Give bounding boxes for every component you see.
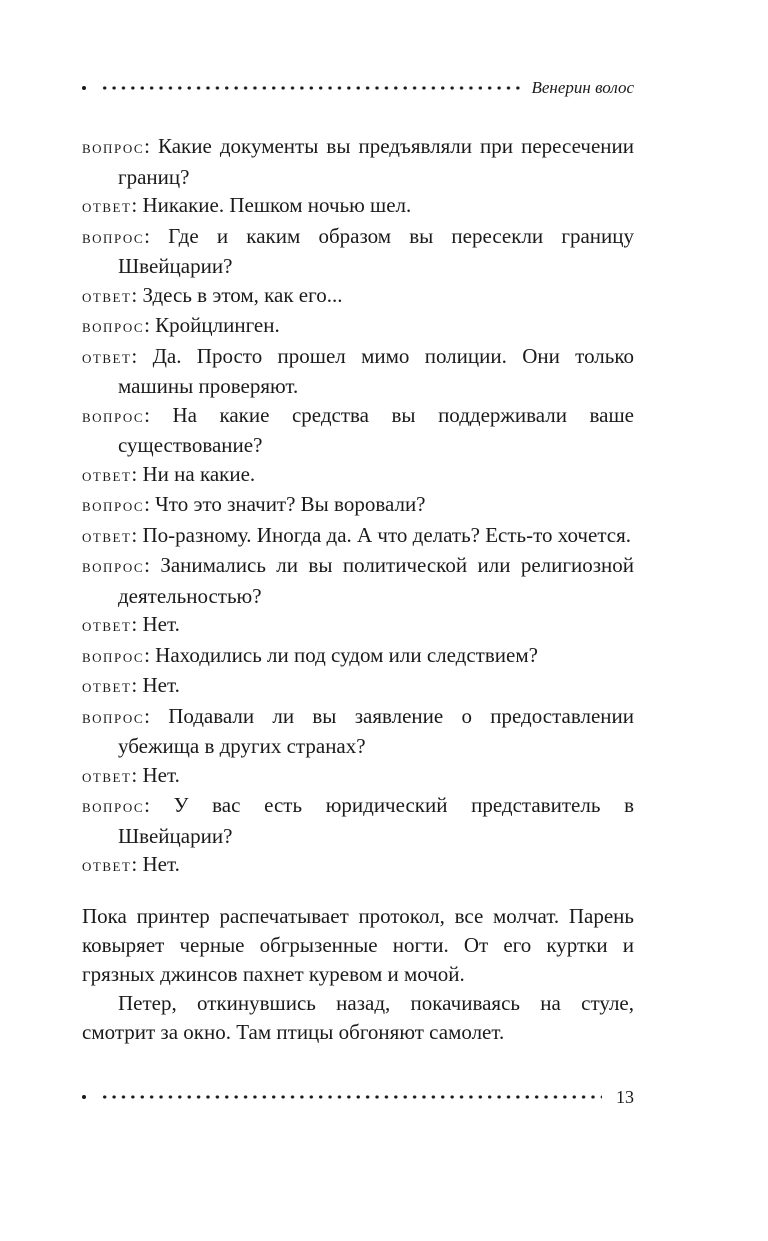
qa-line: вопрос: Подавали ли вы заявление о предоставлении убежища в других странах? [82, 703, 634, 758]
page-number: 13 [616, 1086, 634, 1107]
paragraph: Петер, откинувшись назад, покачиваясь на стуле, смотрит за окно. Там птицы обгоняют самолет. [82, 991, 634, 1044]
speaker-label: ответ [82, 525, 132, 547]
qa-line: вопрос: Что это значит? Вы воровали? [82, 492, 426, 516]
qa-text: По-разному. Иногда да. А что делать? Есть-то хочется. [142, 522, 631, 547]
qa-text: Ни на какие. [142, 461, 256, 486]
qa-line: вопрос: Где и каким образом вы пересекли границу Швейцарии? [82, 223, 635, 278]
speaker-label: вопрос [82, 706, 145, 728]
qa-text: Занимались ли вы политической или религиозной деятельностью? [118, 553, 634, 608]
qa-line: вопрос: Находились ли под судом или следствием? [82, 642, 538, 667]
speaker-label: вопрос [82, 405, 145, 427]
qa-text: Нет. [142, 673, 180, 697]
page-footer [82, 1084, 634, 1110]
speaker-label: ответ [82, 615, 132, 636]
qa-line: ответ: Никакие. Пешком ночью шел. [82, 193, 412, 217]
qa-text: На какие средства вы поддерживали ваше существование? [118, 402, 634, 457]
qa-text: Никакие. Пешком ночью шел. [142, 193, 412, 217]
running-head [82, 76, 634, 100]
qa-line: ответ: Да. Просто прошел мимо полиции. Они только машины проверяют. [82, 343, 634, 398]
speaker-label: ответ [82, 676, 132, 697]
book-page [82, 0, 634, 1241]
dotted-leader [100, 1095, 602, 1099]
qa-text: Где и каким образом вы пересекли границу Швейцарии? [118, 223, 635, 278]
running-title: Венерин волос [531, 78, 634, 97]
qa-text: У вас есть юридический представитель в Швейцарии? [118, 793, 634, 848]
qa-line: ответ: Нет. [82, 612, 180, 636]
qa-line: вопрос: На какие средства вы поддерживали ваше существование? [82, 402, 634, 457]
dotted-leader [100, 86, 524, 90]
qa-text: Находились ли под судом или следствием? [155, 642, 538, 667]
qa-text: Да. Просто прошел мимо полиции. Они только машины проверяют. [118, 343, 634, 398]
qa-line: вопрос: Кройцлинген. [82, 313, 280, 337]
speaker-label: ответ [82, 196, 132, 217]
narrative-text [82, 902, 634, 1047]
qa-text: Кройцлинген. [155, 313, 280, 337]
qa-line: вопрос: Занимались ли вы политической или религиозной деятельностью? [82, 553, 634, 608]
speaker-label: вопрос [82, 226, 145, 248]
qa-text: Подавали ли вы заявление о предоставлении убежища в других странах? [118, 703, 634, 758]
speaker-label: ответ [82, 285, 132, 307]
qa-line: ответ: Нет. [82, 852, 180, 876]
paragraph: Пока принтер распечатывает протокол, все молчат. Парень ковыряет черные обгрызенные ногти. От его куртки и грязных джинсов пахнет куревом и мочой. [82, 904, 634, 986]
interview-transcript [82, 132, 634, 881]
qa-line: вопрос: Какие документы вы предъявляли при пересечении границ? [82, 134, 634, 189]
speaker-label: вопрос [82, 645, 145, 667]
speaker-label: вопрос [82, 796, 145, 817]
qa-line: ответ: Нет. [82, 673, 180, 697]
speaker-label: вопрос [82, 316, 145, 337]
qa-text: Нет. [142, 762, 180, 787]
qa-text: Нет. [142, 612, 180, 636]
speaker-label: вопрос [82, 137, 145, 158]
qa-line: ответ: По-разному. Иногда да. А что делать? Есть-то хочется. [82, 522, 631, 547]
speaker-label: ответ [82, 464, 132, 486]
leader-dot [82, 86, 86, 90]
speaker-label: ответ [82, 765, 132, 787]
qa-text: Нет. [142, 852, 180, 876]
speaker-label: ответ [82, 346, 132, 368]
qa-text: Какие документы вы предъявляли при пересечении границ? [118, 134, 634, 189]
leader-dot [82, 1095, 86, 1099]
qa-text: Здесь в этом, как его... [142, 282, 343, 307]
qa-line: ответ: Нет. [82, 762, 180, 787]
qa-line: вопрос: У вас есть юридический представитель в Швейцарии? [82, 793, 634, 848]
qa-text: Что это значит? Вы воровали? [155, 492, 426, 516]
qa-line: ответ: Здесь в этом, как его... [82, 282, 343, 307]
qa-line: ответ: Ни на какие. [82, 461, 256, 486]
speaker-label: вопрос [82, 495, 145, 516]
speaker-label: ответ [82, 855, 132, 876]
speaker-label: вопрос [82, 556, 145, 577]
